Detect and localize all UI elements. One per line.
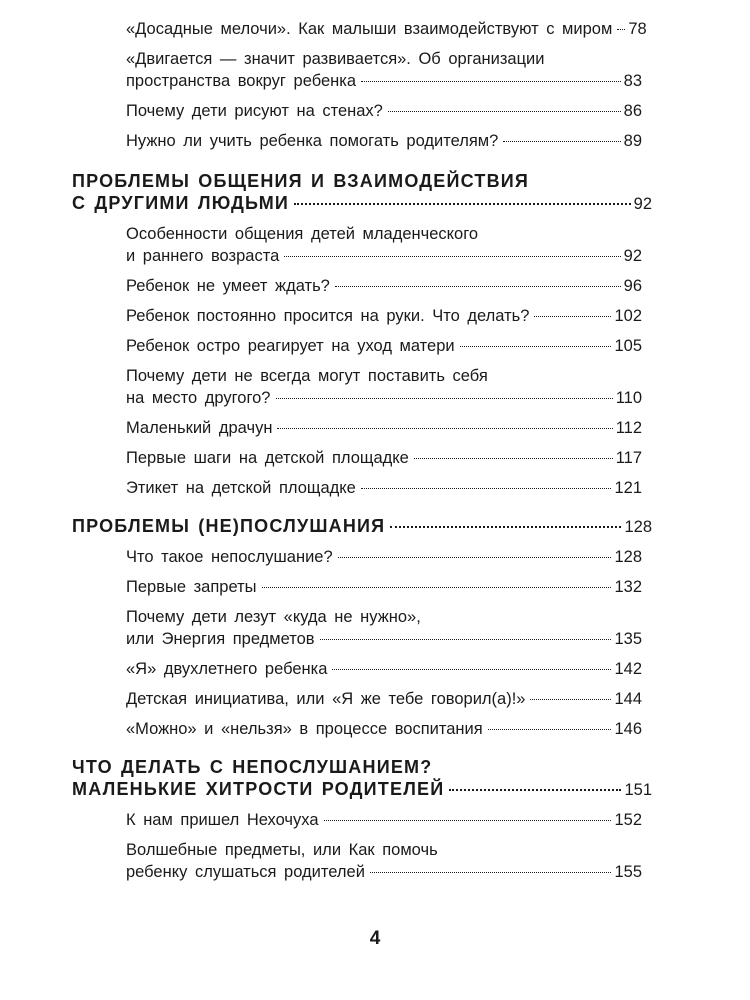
toc-entry-text: «Можно» и «нельзя» в процессе воспитания: [126, 720, 483, 738]
section-title: [72, 756, 682, 801]
toc-entry-text: Первые запреты: [126, 578, 257, 596]
toc-entry: [126, 130, 682, 152]
toc-entry-text: Ребенок постоянно просится на руки. Что делать?: [126, 307, 530, 325]
toc-entry-text: Почему дети рисуют на стенах?: [126, 102, 383, 120]
toc-entry-page: 110: [615, 389, 642, 407]
toc-entry-text: Детская инициатива, или «Я же тебе говорил(а)!»: [126, 690, 526, 708]
dot-leader: [276, 397, 613, 399]
toc-entry-text: Волшебные предметы, или Как помочь: [126, 841, 438, 859]
toc-entry: [126, 223, 682, 267]
toc-section: [72, 756, 682, 883]
toc-entry-page: 92: [623, 247, 642, 265]
toc-entry-page: 83: [623, 72, 642, 90]
toc-entry: [126, 365, 682, 409]
toc-entry: [126, 688, 682, 710]
dot-leader: [361, 80, 621, 82]
dot-leader: [294, 202, 631, 205]
toc-entry-text: на место другого?: [126, 389, 271, 407]
toc-entry-page: 96: [623, 277, 642, 295]
toc-entry: [126, 658, 682, 680]
dot-leader: [530, 698, 611, 700]
dot-leader: [262, 586, 612, 588]
section-title-page: 151: [624, 781, 652, 799]
section-title-page: 128: [624, 518, 652, 536]
toc-entry-page: 128: [614, 548, 642, 566]
toc-entry-text: К нам пришел Нехочуха: [126, 811, 319, 829]
section-title-text: ЧТО ДЕЛАТЬ С НЕПОСЛУШАНИЕМ?: [72, 757, 433, 777]
section-title-page: 92: [633, 195, 652, 213]
section-title: [72, 170, 682, 215]
toc-entry: [126, 576, 682, 598]
toc-entry-page: 121: [614, 479, 642, 497]
toc-entry-text: ребенку слушаться родителей: [126, 863, 365, 881]
toc-entry: [126, 809, 682, 831]
toc-entry-text: Маленький драчун: [126, 419, 273, 437]
toc-entry-text: «Я» двухлетнего ребенка: [126, 660, 328, 678]
toc-entry: [126, 477, 682, 499]
toc-entry: [126, 305, 682, 327]
dot-leader: [361, 487, 612, 489]
dot-leader: [617, 28, 625, 30]
dot-leader: [388, 110, 621, 112]
toc-entry-page: 142: [614, 660, 642, 678]
dot-leader: [390, 525, 621, 528]
dot-leader: [449, 788, 621, 791]
toc-entry-text: «Досадные мелочи». Как малыши взаимодействуют с миром: [126, 20, 613, 38]
dot-leader: [324, 819, 612, 821]
toc-entry-text: Первые шаги на детской площадке: [126, 449, 409, 467]
toc-entry-page: 155: [614, 863, 642, 881]
dot-leader: [284, 255, 620, 257]
toc-entry-text: Этикет на детской площадке: [126, 479, 356, 497]
toc-entry: [126, 417, 682, 439]
dot-leader: [332, 668, 611, 670]
toc-entry-page: 86: [623, 102, 642, 120]
toc-entry-page: 105: [614, 337, 642, 355]
toc-entry-page: 144: [614, 690, 642, 708]
toc-entry: [126, 335, 682, 357]
toc-entry-text: Что такое непослушание?: [126, 548, 333, 566]
toc-entry: [126, 100, 682, 122]
toc-entry-page: 146: [614, 720, 642, 738]
dot-leader: [370, 871, 612, 873]
dot-leader: [534, 315, 611, 317]
toc-entry-text: Почему дети лезут «куда не нужно»,: [126, 608, 421, 626]
toc-entry-text: Нужно ли учить ребенка помогать родителям?: [126, 132, 499, 150]
toc-section: [72, 18, 682, 152]
toc-entry-text: или Энергия предметов: [126, 630, 315, 648]
toc-entry: [126, 48, 682, 92]
dot-leader: [503, 140, 620, 142]
toc-entry-page: 112: [615, 419, 642, 437]
toc-entry: [126, 606, 682, 650]
dot-leader: [460, 345, 612, 347]
toc-entry: [126, 839, 682, 883]
toc-entry-text: «Двигается — значит развивается». Об организации: [126, 50, 545, 68]
toc-section: [72, 515, 682, 740]
toc-entry-page: 117: [615, 449, 642, 467]
dot-leader: [488, 728, 612, 730]
toc-entry-page: 135: [614, 630, 642, 648]
toc-entry-text: и раннего возраста: [126, 247, 280, 265]
toc-entry-page: 78: [628, 20, 647, 38]
toc-entry-text: пространства вокруг ребенка: [126, 72, 357, 90]
toc-entry-text: Особенности общения детей младенческого: [126, 225, 479, 243]
toc-entry-page: 89: [623, 132, 642, 150]
page-number: 4: [369, 928, 381, 949]
toc-entry-page: 132: [614, 578, 642, 596]
toc-entry: [126, 546, 682, 568]
toc-entry: [126, 447, 682, 469]
section-title-text: ПРОБЛЕМЫ ОБЩЕНИЯ И ВЗАИМОДЕЙСТВИЯ: [72, 171, 530, 191]
toc-entry-page: 102: [614, 307, 642, 325]
toc-entry-text: Ребенок не умеет ждать?: [126, 277, 330, 295]
section-title-text: С ДРУГИМИ ЛЮДЬМИ: [72, 193, 290, 213]
toc-entry-text: Почему дети не всегда могут поставить себя: [126, 367, 488, 385]
table-of-contents: [72, 18, 682, 893]
section-title: [72, 515, 682, 538]
toc-entry: [126, 718, 682, 740]
dot-leader: [277, 427, 612, 429]
dot-leader: [320, 638, 612, 640]
dot-leader: [338, 556, 612, 558]
toc-entry: [126, 275, 682, 297]
dot-leader: [335, 285, 621, 287]
dot-leader: [414, 457, 613, 459]
toc-entry: [126, 18, 682, 40]
section-title-text: МАЛЕНЬКИЕ ХИТРОСТИ РОДИТЕЛЕЙ: [72, 779, 445, 799]
toc-entry-page: 152: [614, 811, 642, 829]
section-title-text: ПРОБЛЕМЫ (НЕ)ПОСЛУШАНИЯ: [72, 516, 386, 536]
toc-section: [72, 170, 682, 499]
toc-entry-text: Ребенок остро реагирует на уход матери: [126, 337, 455, 355]
